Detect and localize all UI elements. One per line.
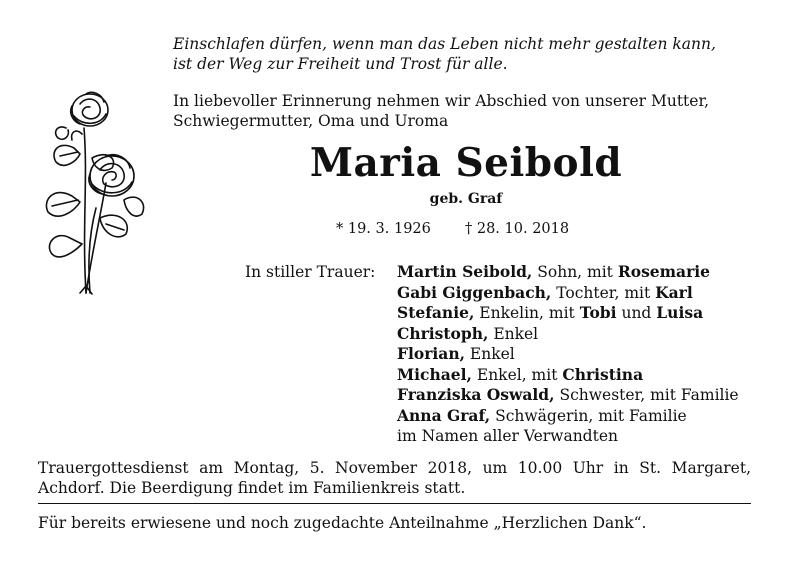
mourner-relation: Enkelin, mit xyxy=(474,304,580,322)
service-notice: Trauergottesdienst am Montag, 5. November 2018, um 10.00 Uhr in St. Margaret, Achdorf. Die Beerdigung findet im Familienkreis statt. xyxy=(38,459,751,497)
mourner-name: Karl xyxy=(655,282,693,302)
mourner-line xyxy=(397,344,739,365)
mourner-line xyxy=(397,406,739,427)
maiden-name: geb. Graf xyxy=(429,191,503,207)
mourner-name: Florian, xyxy=(397,344,465,363)
quote-line-2: ist der Weg zur Freiheit und Trost für alle. xyxy=(173,55,508,73)
divider xyxy=(38,503,751,504)
death-date: † 28. 10. 2018 xyxy=(465,221,570,237)
mourner-line xyxy=(397,303,739,324)
mourner-relation: im Namen aller Verwandten xyxy=(397,427,618,445)
mourner-relation: Enkel, mit xyxy=(471,365,563,384)
mourner-name: Christoph, xyxy=(397,323,489,343)
mourner-relation: Tochter, mit xyxy=(551,283,656,302)
mourner-line xyxy=(397,426,739,447)
mourner-line xyxy=(397,365,739,386)
mourner-name: Martin Seibold, xyxy=(397,262,533,281)
mourner-line xyxy=(397,324,739,345)
thanks-note: Für bereits erwiesene und noch zugedachte Anteilnahme „Herzlichen Dank“. xyxy=(38,514,647,532)
mourner-line xyxy=(397,262,739,283)
mourner-relation: Sohn, mit xyxy=(532,263,618,281)
mourner-name: Anna Graf, xyxy=(397,405,491,425)
quote xyxy=(173,34,716,74)
birth-date: * 19. 3. 1926 xyxy=(336,221,431,237)
mourner-line xyxy=(397,385,739,406)
mourner-relation: Enkel xyxy=(488,324,539,343)
rose-illustration xyxy=(36,88,156,303)
mourner-name: Michael, xyxy=(397,364,472,384)
mourner-relation: und xyxy=(616,304,657,322)
mourner-name: Franziska Oswald, xyxy=(397,385,555,404)
mourner-name: Tobi xyxy=(579,303,617,322)
mourner-name: Christina xyxy=(562,364,644,384)
intro-line-2: Schwiegermutter, Oma und Uroma xyxy=(173,112,449,130)
deceased-name: Maria Seibold xyxy=(309,140,623,186)
intro-line-1: In liebevoller Erinnerung nehmen wir Abschied von unserer Mutter, xyxy=(173,92,710,110)
quote-line-1: Einschlafen dürfen, wenn man das Leben nicht mehr gestalten kann, xyxy=(173,35,716,53)
mourners-list xyxy=(397,262,739,447)
mourners-label: In stiller Trauer: xyxy=(245,263,376,281)
mourner-relation: Enkel xyxy=(465,345,515,363)
mourner-name: Gabi Giggenbach, xyxy=(397,282,552,302)
mourner-name: Rosemarie xyxy=(617,262,711,281)
mourner-relation: Schwester, mit Familie xyxy=(554,386,739,404)
intro-text xyxy=(173,91,709,131)
mourner-name: Luisa xyxy=(656,303,704,322)
mourner-name: Stefanie, xyxy=(397,303,475,322)
mourner-line xyxy=(397,283,739,304)
mourner-relation: Schwägerin, mit Familie xyxy=(490,406,687,425)
